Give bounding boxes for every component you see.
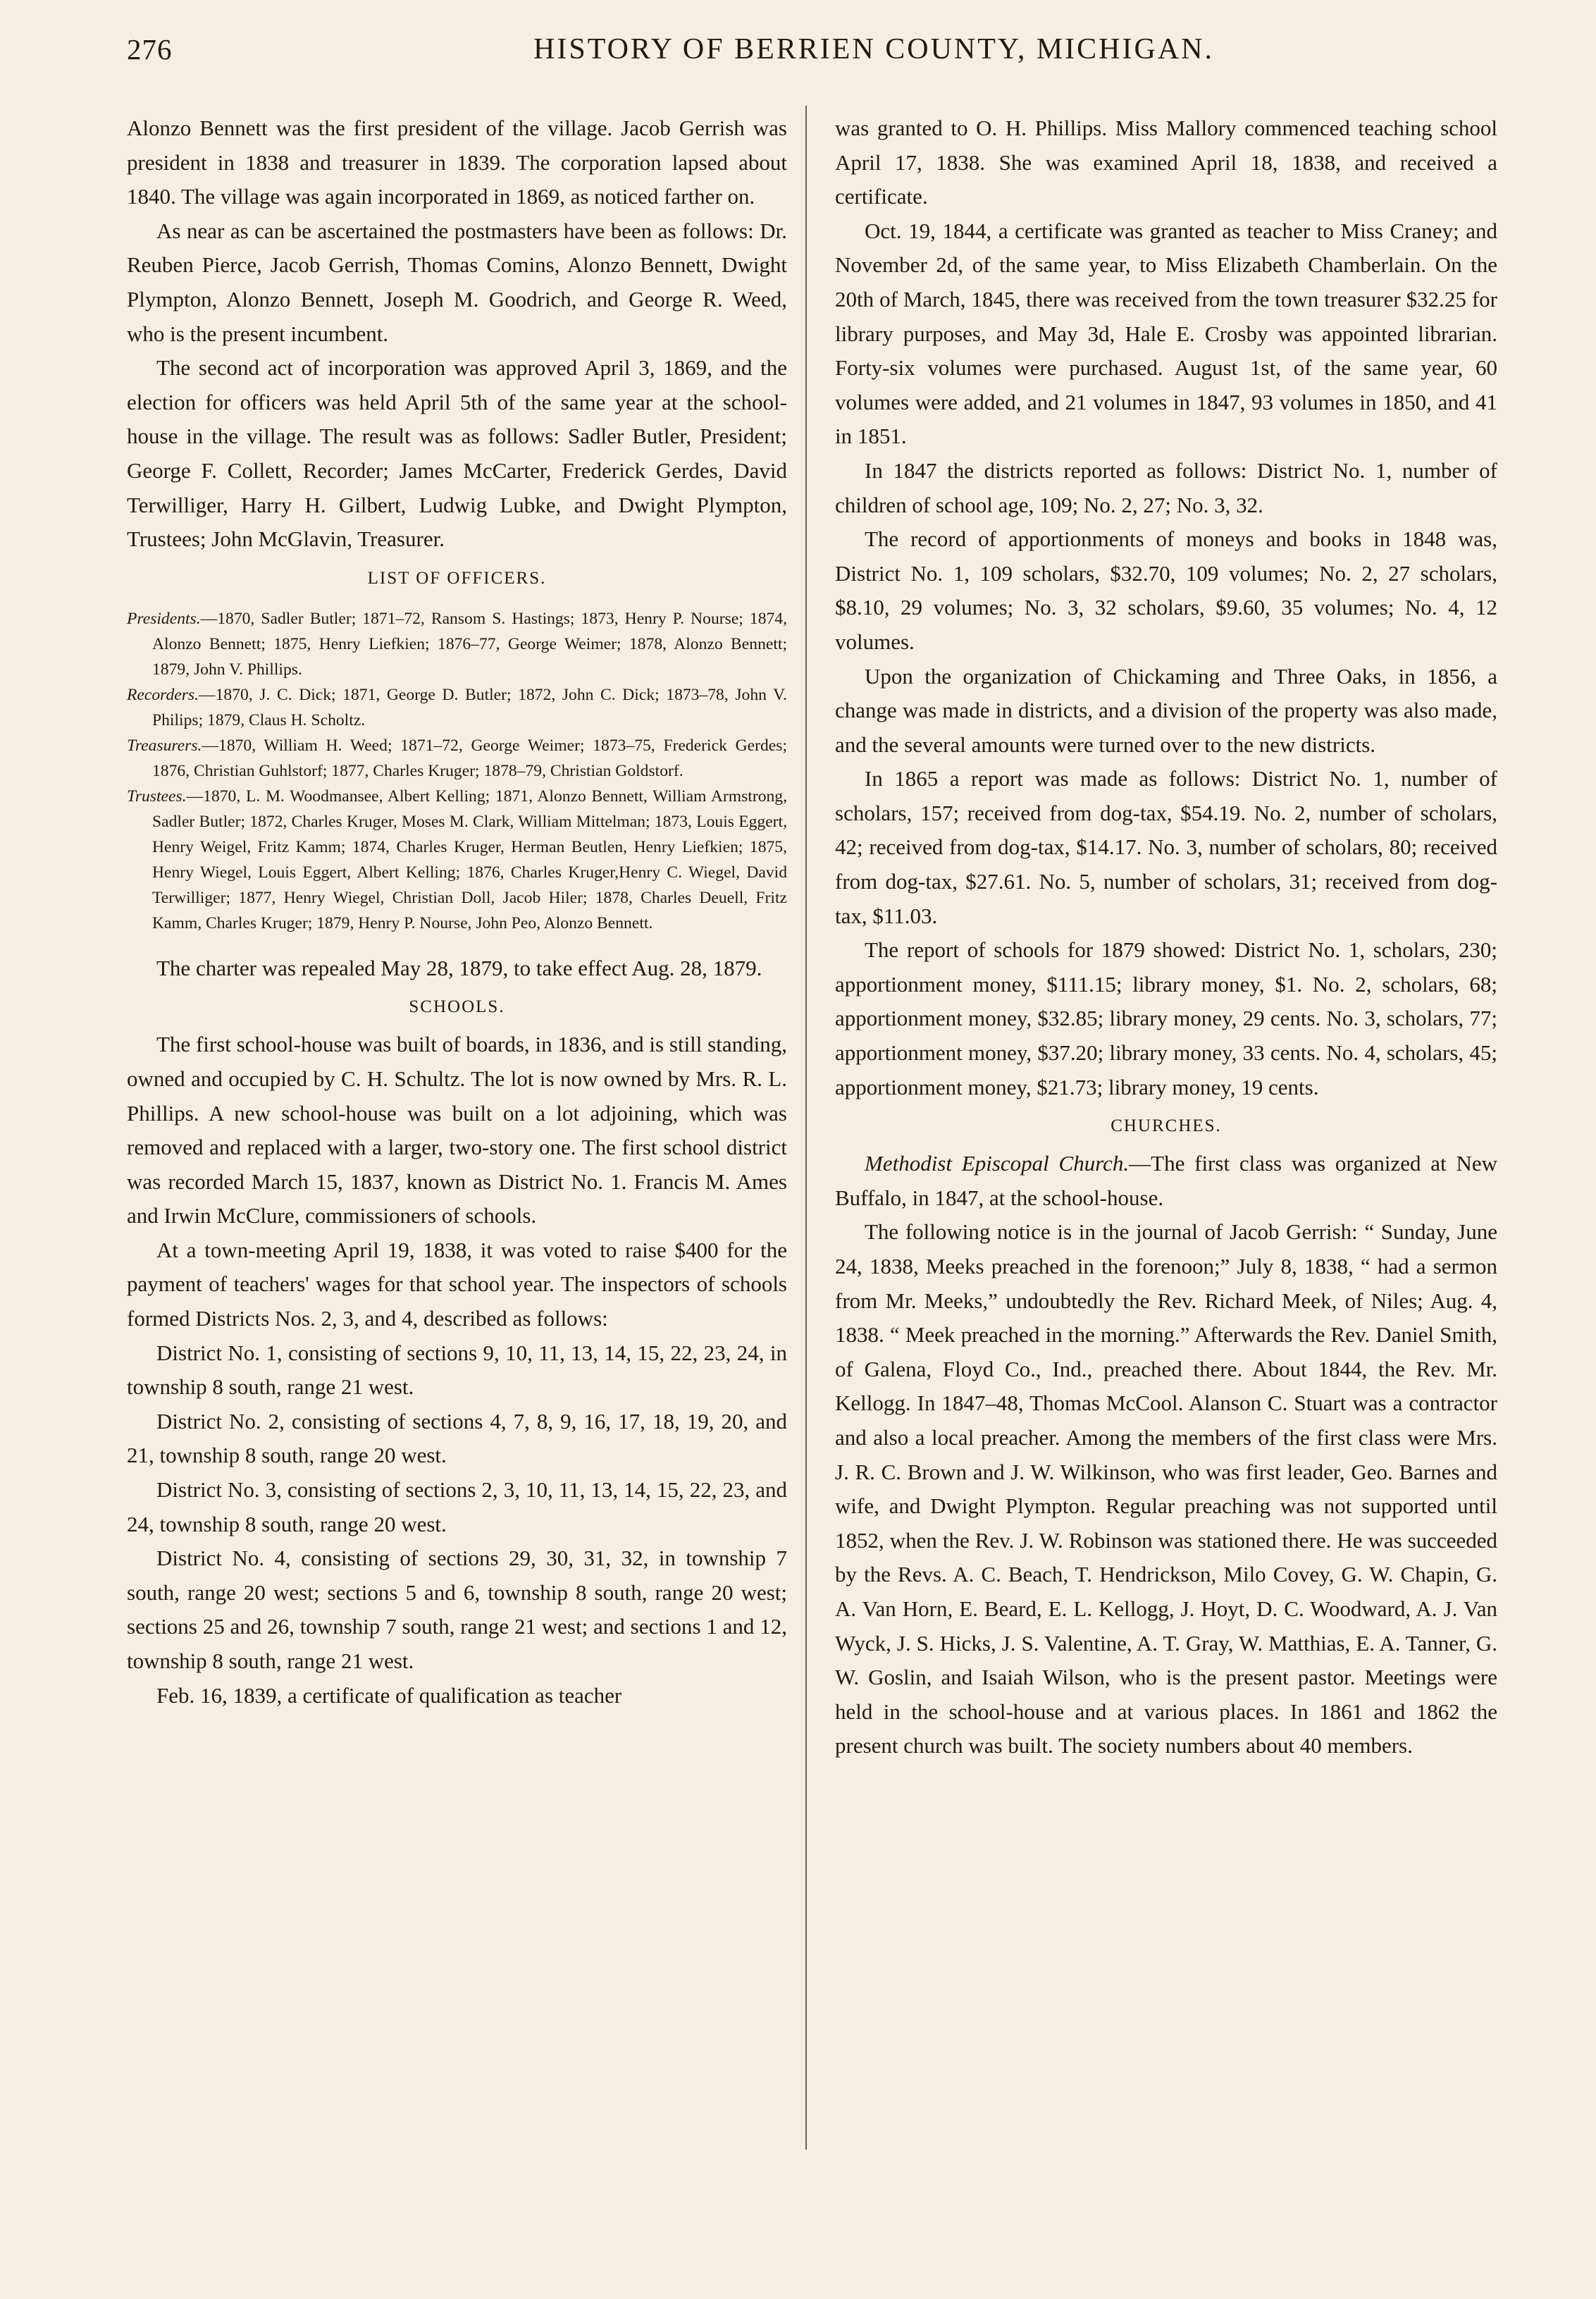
paragraph: The report of schools for 1879 showed: District No. 1, scholars, 230; apportionment money, $111.15; library money, $1. No. 2, scholars, 68; apportionment money, $32.85; library money, 29 cents. No. 3, scholars, 77; apportionment money, $37.20; library money, 33 cents. No. 4, scholars, 45; apportionment money, $21.73; library money, 19 cents.	[835, 937, 1497, 1099]
paragraph: The following notice is in the journal of Jacob Gerrish: “ Sunday, June 24, 1838, Meeks preached in the forenoon;” July 8, 1838, “ had a sermon from Mr. Meeks,” undoubtedly the Rev. Richard Meek, of Niles; Aug. 4, 1838. “ Meek preached in the morning.” Afterwards the Rev. Daniel Smith, of Galena, Floyd Co., Ind., preached there. About 1844, the Rev. Mr. Kellogg. In 1847–48, Thomas McCool. Alanson C. Stuart was a contractor and also a local preacher. Among the members of the first class were Mrs. J. R. C. Brown and J. W. Wilkinson, who was first leader, Geo. Barnes and wife, and Dwight Plympton. Regular preaching was not supported until 1852, when the Rev. J. W. Robinson was stationed there. He was succeeded by the Revs. A. C. Beach, T. Hendrickson, Milo Covey, G. W. Chapin, G. A. Van Horn, E. Beard, E. L. Kellogg, J. Hoyt, D. C. Woodward, A. J. Van Wyck, J. S. Hicks, J. S. Valentine, A. T. Gray, W. Matthias, E. A. Tanner, G. W. Goslin, and Isaiah Wilson, who is the present pastor. Meetings were held in the school-house and at various places. In 1861 and 1862 the present church was built. The society numbers about 40 members.	[835, 1219, 1497, 1758]
page-header	[127, 32, 1508, 75]
officer-text: —1870, William H. Weed; 1871–72, George Weimer; 1873–75, Frederick Gerdes; 1876, Christian Guhlstorf; 1877, Charles Kruger; 1878–79, Christian Goldstorf.	[152, 736, 787, 780]
paragraph: District No. 1, consisting of sections 9, 10, 11, 13, 14, 15, 22, 23, 24, in township 8 south, range 21 west.	[127, 1340, 787, 1400]
officer-label: Treasurers.	[127, 736, 202, 755]
officer-text: —1870, J. C. Dick; 1871, George D. Butler; 1872, John C. Dick; 1873–78, John V. Philips; 1879, Claus H. Scholtz.	[152, 685, 787, 729]
church-intro: —The first class was organized at New Buffalo, in 1847, at the school-house.	[835, 1151, 1497, 1210]
officers-heading: LIST OF OFFICERS.	[367, 568, 547, 588]
schools-heading: SCHOOLS.	[409, 997, 505, 1017]
left-column	[127, 111, 787, 1713]
column-divider	[805, 106, 807, 2150]
paragraph: District No. 2, consisting of sections 4, 7, 8, 9, 16, 17, 18, 19, 20, and 21, township 8 south, range 20 west.	[127, 1408, 787, 1468]
paragraph: Feb. 16, 1839, a certificate of qualification as teacher	[156, 1682, 622, 1708]
paragraph: The second act of incorporation was approved April 3, 1869, and the election for officers was held April 5th of the same year at the school-house in the village. The result was as follows: Sadler Butler, President; George F. Collett, Recorder; James McCarter, Frederick Gerdes, David Terwilliger, Harry H. Gilbert, Ludwig Lubke, and Dwight Plympton, Trustees; John McGlavin, Treasurer.	[127, 355, 787, 552]
paragraph: District No. 4, consisting of sections 29, 30, 31, 32, in township 7 south, range 20 west; sections 5 and 6, township 8 south, range 20 west; sections 25 and 26, township 7 south, range 21 west; and sections 1 and 12, township 8 south, range 21 west.	[127, 1546, 787, 1673]
paragraph	[835, 1147, 1497, 1215]
paragraph: Oct. 19, 1844, a certificate was granted as teacher to Miss Craney; and November 2d, of the same year, to Miss Elizabeth Chamberlain. On the 20th of March, 1845, there was received from the town treasurer $32.25 for library purposes, and May 3d, Hale E. Crosby was appointed librarian. Forty-six volumes were purchased. August 1st, of the same year, 60 volumes were added, and 21 volumes in 1847, 93 volumes in 1850, and 41 in 1851.	[835, 218, 1497, 449]
officer-label: Recorders.	[127, 685, 199, 704]
paragraph: In 1847 the districts reported as follows: District No. 1, number of children of school age, 109; No. 2, 27; No. 3, 32.	[835, 457, 1497, 517]
officer-text: —1870, L. M. Woodmansee, Albert Kelling; 1871, Alonzo Bennett, William Armstrong, Sadler Butler; 1872, Charles Kruger, Moses M. Clark, William Mittelman; 1873, Louis Eggert, Henry Weigel, Fritz Kamm; 1874, Charles Kruger, Herman Beutlen, Henry Liefkien; 1875, Henry Wiegel, Louis Eggert, Albert Kelling; 1876, Charles Kruger,Henry C. Wiegel, David Terwilliger; 1877, Henry Wiegel, Christian Doll, Jacob Hiler; 1878, Charles Deuell, Fritz Kamm, Charles Kruger; 1879, Henry P. Nourse, John Peo, Alonzo Bennett.	[152, 787, 787, 932]
paragraph: At a town-meeting April 19, 1838, it was voted to raise $400 for the payment of teachers' wages for that school year. The inspectors of schools formed Districts Nos. 2, 3, and 4, described as follows:	[127, 1237, 787, 1331]
paragraph: The record of apportionments of moneys and books in 1848 was, District No. 1, 109 scholars, $32.70, 109 volumes; No. 2, 27 scholars, $8.10, 29 volumes; No. 3, 32 scholars, $9.60, 35 volumes; No. 4, 12 volumes.	[835, 526, 1497, 654]
officer-entry	[127, 733, 787, 784]
officer-text: —1870, Sadler Butler; 1871–72, Ransom S. Hastings; 1873, Henry P. Nourse; 1874, Alonzo Bennett; 1875, Henry Liefkien; 1876–77, George Weimer; 1878, Alonzo Bennett; 1879, John V. Phillips.	[152, 609, 787, 679]
officer-entry	[127, 784, 787, 936]
officer-label: Trustees.	[127, 787, 187, 806]
page-number: 276	[127, 33, 173, 66]
paragraph: Upon the organization of Chickaming and Three Oaks, in 1856, a change was made in districts, and a division of the property was also made, and the several amounts were turned over to the new districts.	[835, 663, 1497, 757]
paragraph: In 1865 a report was made as follows: District No. 1, number of scholars, 157; received from dog-tax, $54.19. No. 2, number of scholars, 42; received from dog-tax, $14.17. No. 3, number of scholars, 80; received from dog-tax, $27.61. No. 5, number of scholars, 31; received from dog-tax, $11.03.	[835, 766, 1497, 928]
church-title: Methodist Episcopal Church.	[865, 1151, 1130, 1176]
officer-label: Presidents.	[127, 609, 201, 628]
paragraph: Alonzo Bennett was the first president of the village. Jacob Gerrish was president in 1838 and treasurer in 1839. The corporation lapsed about 1840. The village was again incorporated in 1869, as noticed farther on.	[127, 116, 787, 209]
churches-heading: CHURCHES.	[1111, 1116, 1222, 1136]
paragraph: As near as can be ascertained the postmasters have been as follows: Dr. Reuben Pierce, Jacob Gerrish, Thomas Comins, Alonzo Bennett, Dwight Plympton, Alonzo Bennett, Joseph M. Goodrich, and George R. Weed, who is the present incumbent.	[127, 218, 787, 346]
officer-entry	[127, 682, 787, 733]
officers-list	[127, 606, 787, 936]
paragraph: District No. 3, consisting of sections 2, 3, 10, 11, 13, 14, 15, 22, 23, and 24, township 8 south, range 20 west.	[127, 1477, 787, 1536]
paragraph: The first school-house was built of boards, in 1836, and is still standing, owned and occupied by C. H. Schultz. The lot is now owned by Mrs. R. L. Phillips. A new school-house was built on a lot adjoining, which was removed and replaced with a larger, two-story one. The first school district was recorded March 15, 1837, known as District No. 1. Francis M. Ames and Irwin McClure, commissioners of schools.	[127, 1032, 787, 1228]
paragraph: was granted to O. H. Phillips. Miss Mallory commenced teaching school April 17, 1838. She was examined April 18, 1838, and received a certificate.	[835, 116, 1497, 209]
running-title: HISTORY OF BERRIEN COUNTY, MICHIGAN.	[533, 33, 1214, 66]
paragraph: The charter was repealed May 28, 1879, to take effect Aug. 28, 1879.	[156, 955, 762, 980]
officer-entry	[127, 606, 787, 682]
right-column	[835, 111, 1497, 1763]
